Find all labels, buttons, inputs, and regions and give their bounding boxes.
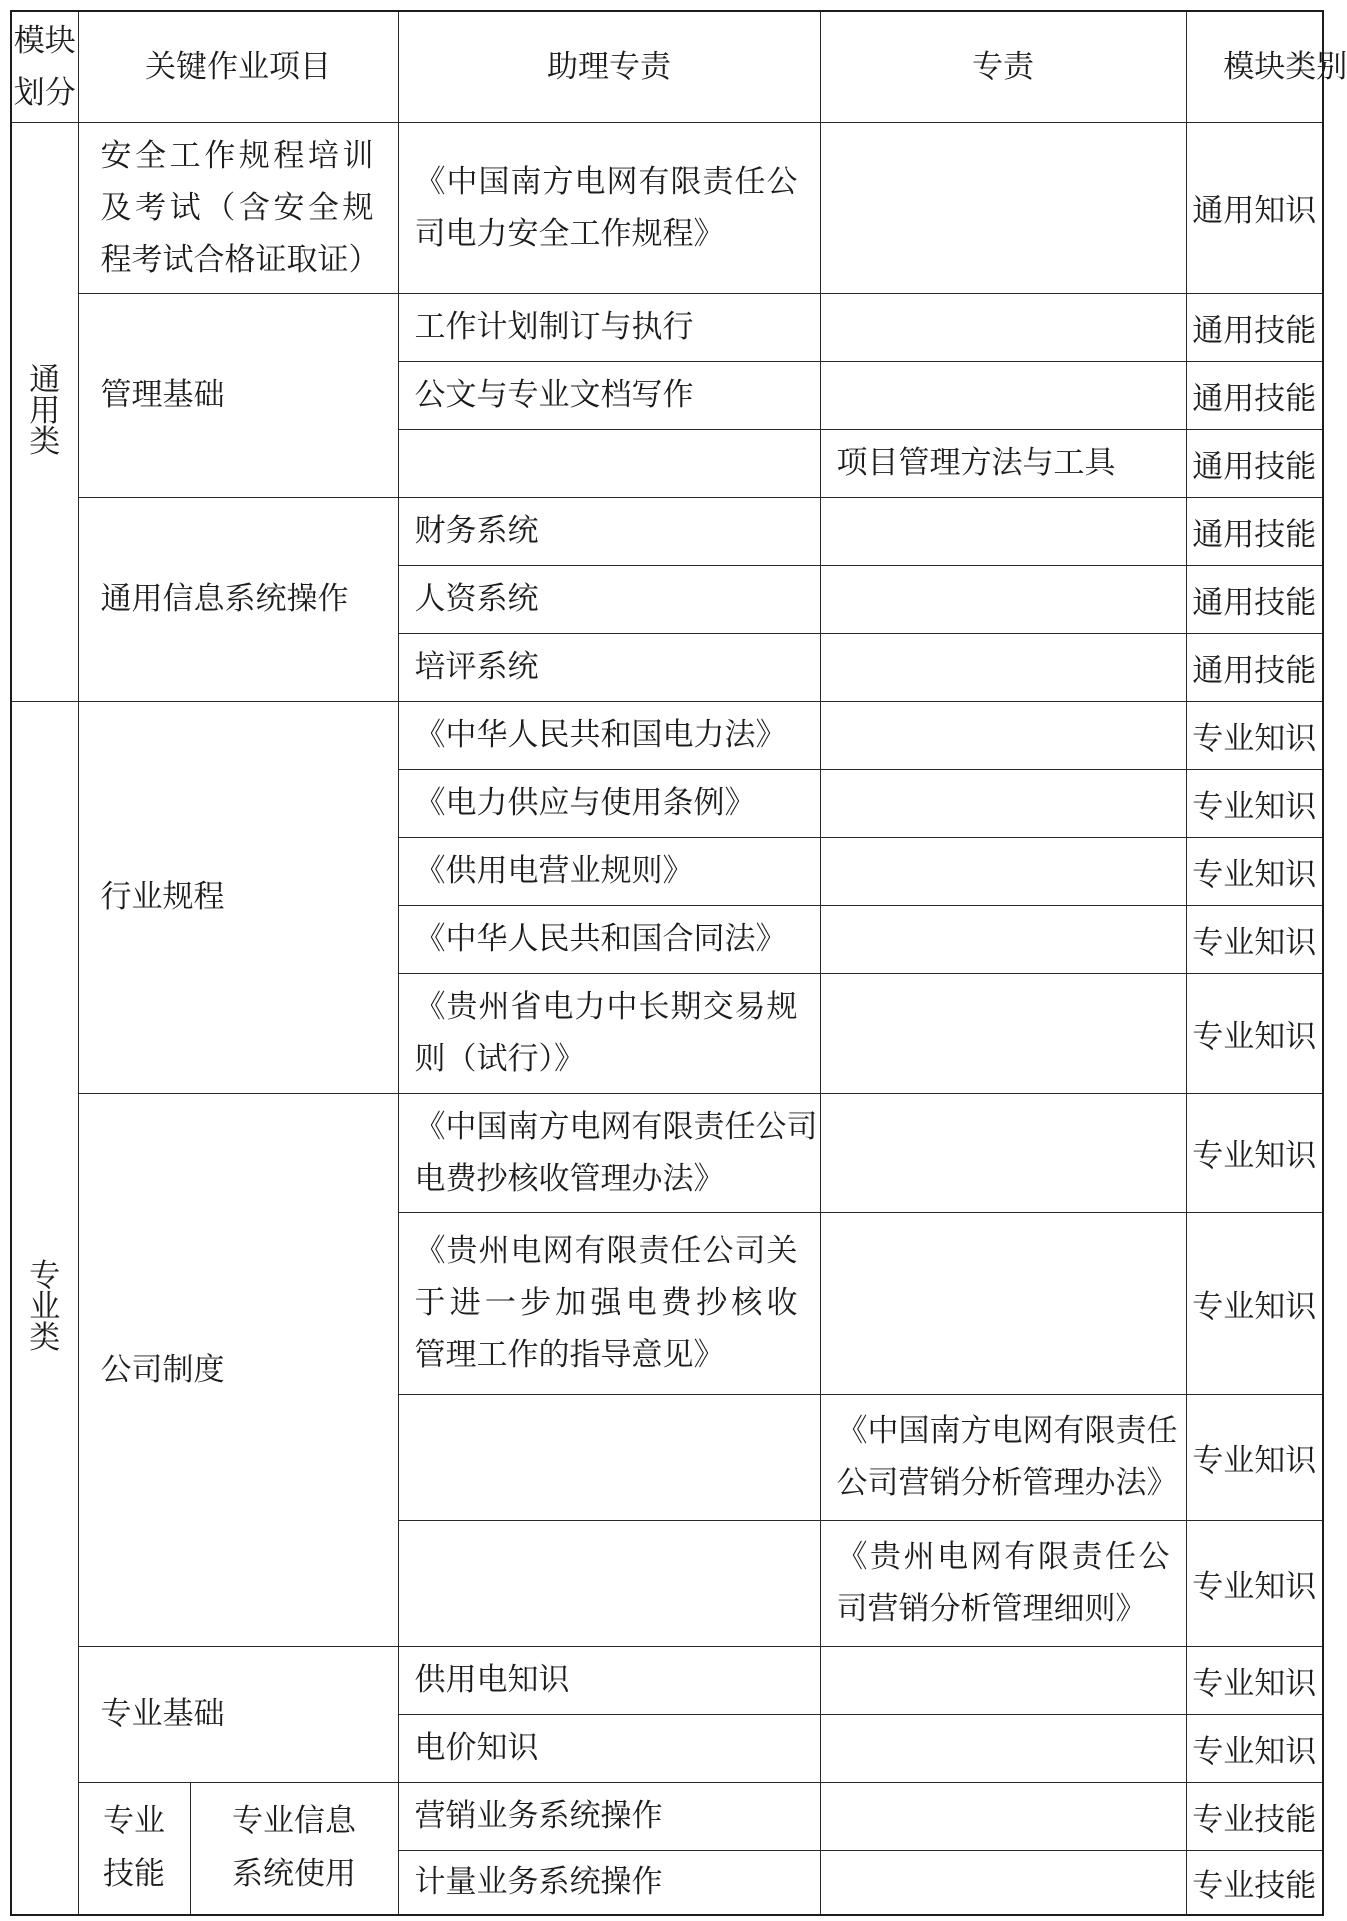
assistant-cell	[398, 1646, 820, 1714]
assistant-item	[415, 301, 798, 353]
module-category: 专业知识	[1192, 788, 1317, 825]
header-specialist: 专责	[972, 48, 1034, 85]
category-cell	[1186, 122, 1323, 293]
text-line: 《贵州电网有限责任公	[836, 1539, 1170, 1575]
specialist-cell	[820, 1394, 1186, 1520]
module-category: 通用技能	[1192, 380, 1317, 417]
text-line: 公文与专业文档写作	[414, 377, 694, 413]
assistant-item	[414, 1101, 818, 1205]
job-module-table	[10, 10, 1347, 1916]
specialist-cell	[820, 1212, 1186, 1394]
key-item-cell	[78, 701, 398, 1093]
text-line: 管理基础	[100, 377, 225, 413]
header-row	[11, 11, 1323, 122]
module-category: 专业知识	[1192, 1733, 1317, 1770]
specialist-item	[837, 437, 1170, 489]
header-module-division: 模块划分	[13, 22, 76, 111]
specialist-cell	[820, 633, 1186, 701]
key-item	[101, 369, 374, 421]
header-specialist-cell	[820, 11, 1186, 122]
assistant-item	[415, 1654, 798, 1706]
module-category: 通用技能	[1192, 652, 1317, 689]
category-cell	[1186, 769, 1323, 837]
category-cell	[1186, 1093, 1323, 1212]
text-line: 《中华人民共和国合同法》	[414, 921, 787, 957]
text-line: 《中国南方电网有限责任公司	[414, 1108, 818, 1145]
key-subitem: 专业信息系统使用	[232, 1803, 356, 1893]
specialist-cell	[820, 361, 1186, 429]
specialist-cell	[820, 1850, 1186, 1915]
specialist-cell	[820, 1520, 1186, 1646]
module-category: 通用技能	[1192, 584, 1317, 621]
text-line: 《供用电营业规则》	[414, 853, 694, 889]
key-item-cell	[78, 122, 398, 293]
assistant-cell	[398, 701, 820, 769]
module-category: 通用知识	[1192, 193, 1317, 229]
category-cell	[1186, 633, 1323, 701]
text-line: 营销业务系统操作	[414, 1798, 663, 1834]
assistant-item	[415, 505, 798, 557]
text-line: 工作计划制订与执行	[414, 309, 694, 345]
category-cell	[1186, 293, 1323, 361]
category-cell	[1186, 497, 1323, 565]
table-row	[11, 122, 1323, 293]
text-line: 供用电知识	[414, 1662, 570, 1698]
specialist-cell	[820, 1093, 1186, 1212]
specialist-cell	[820, 565, 1186, 633]
specialist-cell	[820, 769, 1186, 837]
assistant-cell	[398, 122, 820, 293]
assistant-cell	[398, 633, 820, 701]
header-assistant-cell	[398, 11, 820, 122]
key-item	[101, 573, 374, 625]
text-line: 程考试合格证取证）	[100, 241, 380, 278]
assistant-cell	[398, 1850, 820, 1915]
text-line: 司营销分析管理细则》	[836, 1591, 1147, 1627]
text-line: 公司营销分析管理办法》	[836, 1465, 1178, 1501]
assistant-cell	[398, 429, 820, 497]
key-item	[100, 130, 380, 286]
assistant-cell	[398, 1714, 820, 1782]
header-key-items: 关键作业项目	[145, 48, 331, 85]
assistant-item	[415, 709, 798, 761]
text-line: 行业规程	[100, 879, 225, 915]
specialist-cell	[820, 905, 1186, 973]
group-cell-general	[11, 122, 78, 701]
text-line: 人资系统	[414, 581, 539, 617]
assistant-cell	[398, 837, 820, 905]
module-category: 专业知识	[1192, 1665, 1317, 1702]
assistant-cell	[398, 293, 820, 361]
group-label: 专业类	[29, 1258, 61, 1357]
specialist-cell	[820, 1714, 1186, 1782]
table-row	[11, 701, 1323, 769]
assistant-cell	[398, 1520, 820, 1646]
category-cell	[1186, 837, 1323, 905]
assistant-item	[415, 573, 798, 625]
assistant-cell	[398, 1093, 820, 1212]
category-cell	[1186, 361, 1323, 429]
category-cell	[1186, 1646, 1323, 1714]
assistant-cell	[398, 905, 820, 973]
module-category: 专业知识	[1192, 720, 1317, 757]
key-subitem-cell	[190, 1782, 398, 1915]
assistant-cell	[398, 497, 820, 565]
category-cell	[1186, 701, 1323, 769]
key-item: 专业技能	[103, 1803, 165, 1893]
specialist-cell	[820, 837, 1186, 905]
assistant-cell	[398, 769, 820, 837]
text-line: 电费抄核收管理办法》	[414, 1160, 725, 1197]
specialist-cell	[820, 701, 1186, 769]
key-item-cell	[78, 497, 398, 701]
category-cell	[1186, 905, 1323, 973]
specialist-cell	[820, 293, 1186, 361]
text-line: 则（试行）》	[414, 1041, 585, 1077]
table-row	[11, 293, 1323, 361]
text-line: 专业基础	[100, 1696, 225, 1732]
text-line: 安全工作规程培训	[100, 137, 374, 174]
category-cell	[1186, 1714, 1323, 1782]
table-row	[11, 1782, 1323, 1850]
specialist-cell	[820, 1782, 1186, 1850]
module-category: 专业知识	[1192, 1442, 1317, 1479]
module-category: 通用技能	[1192, 312, 1317, 349]
assistant-item	[415, 845, 798, 897]
text-line: 财务系统	[414, 513, 539, 549]
text-line: 电价知识	[414, 1730, 539, 1766]
text-line: 通用信息系统操作	[100, 581, 349, 617]
text-line: 《中国南方电网有限责任公	[414, 163, 798, 200]
assistant-cell	[398, 565, 820, 633]
specialist-cell	[820, 973, 1186, 1093]
assistant-item	[415, 913, 798, 965]
key-item-cell	[78, 293, 398, 497]
group-label: 通用类	[29, 362, 61, 460]
module-category: 专业技能	[1192, 1801, 1317, 1838]
key-item-cell	[78, 1782, 190, 1915]
specialist-item	[836, 1405, 1178, 1509]
category-cell	[1186, 1782, 1323, 1850]
module-category: 通用技能	[1192, 448, 1317, 485]
specialist-cell	[820, 122, 1186, 293]
header-module-category: 模块类别	[1223, 48, 1347, 85]
table-row	[11, 1093, 1323, 1212]
module-category: 专业知识	[1192, 1018, 1317, 1055]
key-item	[101, 871, 374, 923]
category-cell	[1186, 973, 1323, 1093]
category-cell	[1186, 1850, 1323, 1915]
header-key-items-cell	[78, 11, 398, 122]
header-assistant: 助理专责	[547, 48, 671, 85]
text-line: 公司制度	[100, 1351, 225, 1388]
text-line: 《中华人民共和国电力法》	[414, 717, 787, 753]
assistant-item	[415, 641, 798, 693]
assistant-item	[415, 981, 798, 1085]
category-cell	[1186, 1212, 1323, 1394]
assistant-cell	[398, 361, 820, 429]
assistant-item	[415, 156, 798, 260]
text-line: 于进一步加强电费抄核收	[414, 1285, 798, 1321]
key-item	[101, 1688, 374, 1740]
group-cell-professional	[11, 701, 78, 1915]
assistant-item	[415, 1722, 798, 1774]
assistant-item	[415, 1790, 798, 1842]
table-row	[11, 497, 1323, 565]
text-line: 培评系统	[414, 649, 539, 685]
category-cell	[1186, 429, 1323, 497]
category-cell	[1186, 1520, 1323, 1646]
assistant-cell	[398, 1782, 820, 1850]
assistant-cell	[398, 973, 820, 1093]
specialist-cell	[820, 429, 1186, 497]
category-cell	[1186, 565, 1323, 633]
key-item-cell	[78, 1093, 398, 1646]
header-module-division-cell	[11, 11, 78, 122]
text-line: 项目管理方法与工具	[836, 445, 1116, 481]
specialist-cell	[820, 497, 1186, 565]
specialist-cell	[820, 1646, 1186, 1714]
module-category: 通用技能	[1192, 516, 1317, 553]
module-category: 专业知识	[1192, 856, 1317, 893]
assistant-item	[415, 777, 798, 829]
category-cell	[1186, 1394, 1323, 1520]
key-item	[101, 1344, 374, 1396]
text-line: 计量业务系统操作	[414, 1864, 663, 1901]
table-row	[11, 1646, 1323, 1714]
specialist-item	[837, 1531, 1170, 1635]
module-category: 专业知识	[1192, 1138, 1317, 1174]
text-line: 及考试（含安全规	[100, 189, 374, 226]
assistant-cell	[398, 1394, 820, 1520]
text-line: 司电力安全工作规程》	[414, 215, 725, 252]
text-line: 《中国南方电网有限责任	[836, 1413, 1178, 1449]
assistant-item	[415, 1856, 798, 1908]
module-category: 专业知识	[1192, 1568, 1317, 1605]
module-category: 专业知识	[1192, 1288, 1317, 1325]
module-category: 专业技能	[1192, 1867, 1317, 1904]
text-line: 管理工作的指导意见》	[414, 1337, 725, 1373]
assistant-cell	[398, 1212, 820, 1394]
text-line: 《电力供应与使用条例》	[414, 785, 756, 821]
module-category: 专业知识	[1192, 924, 1317, 961]
key-item-cell	[78, 1646, 398, 1782]
header-module-category-cell	[1186, 11, 1347, 122]
assistant-item	[415, 369, 798, 421]
text-line: 《贵州电网有限责任公司关	[414, 1233, 798, 1269]
text-line: 《贵州省电力中长期交易规	[414, 989, 798, 1025]
assistant-item	[415, 1225, 798, 1381]
